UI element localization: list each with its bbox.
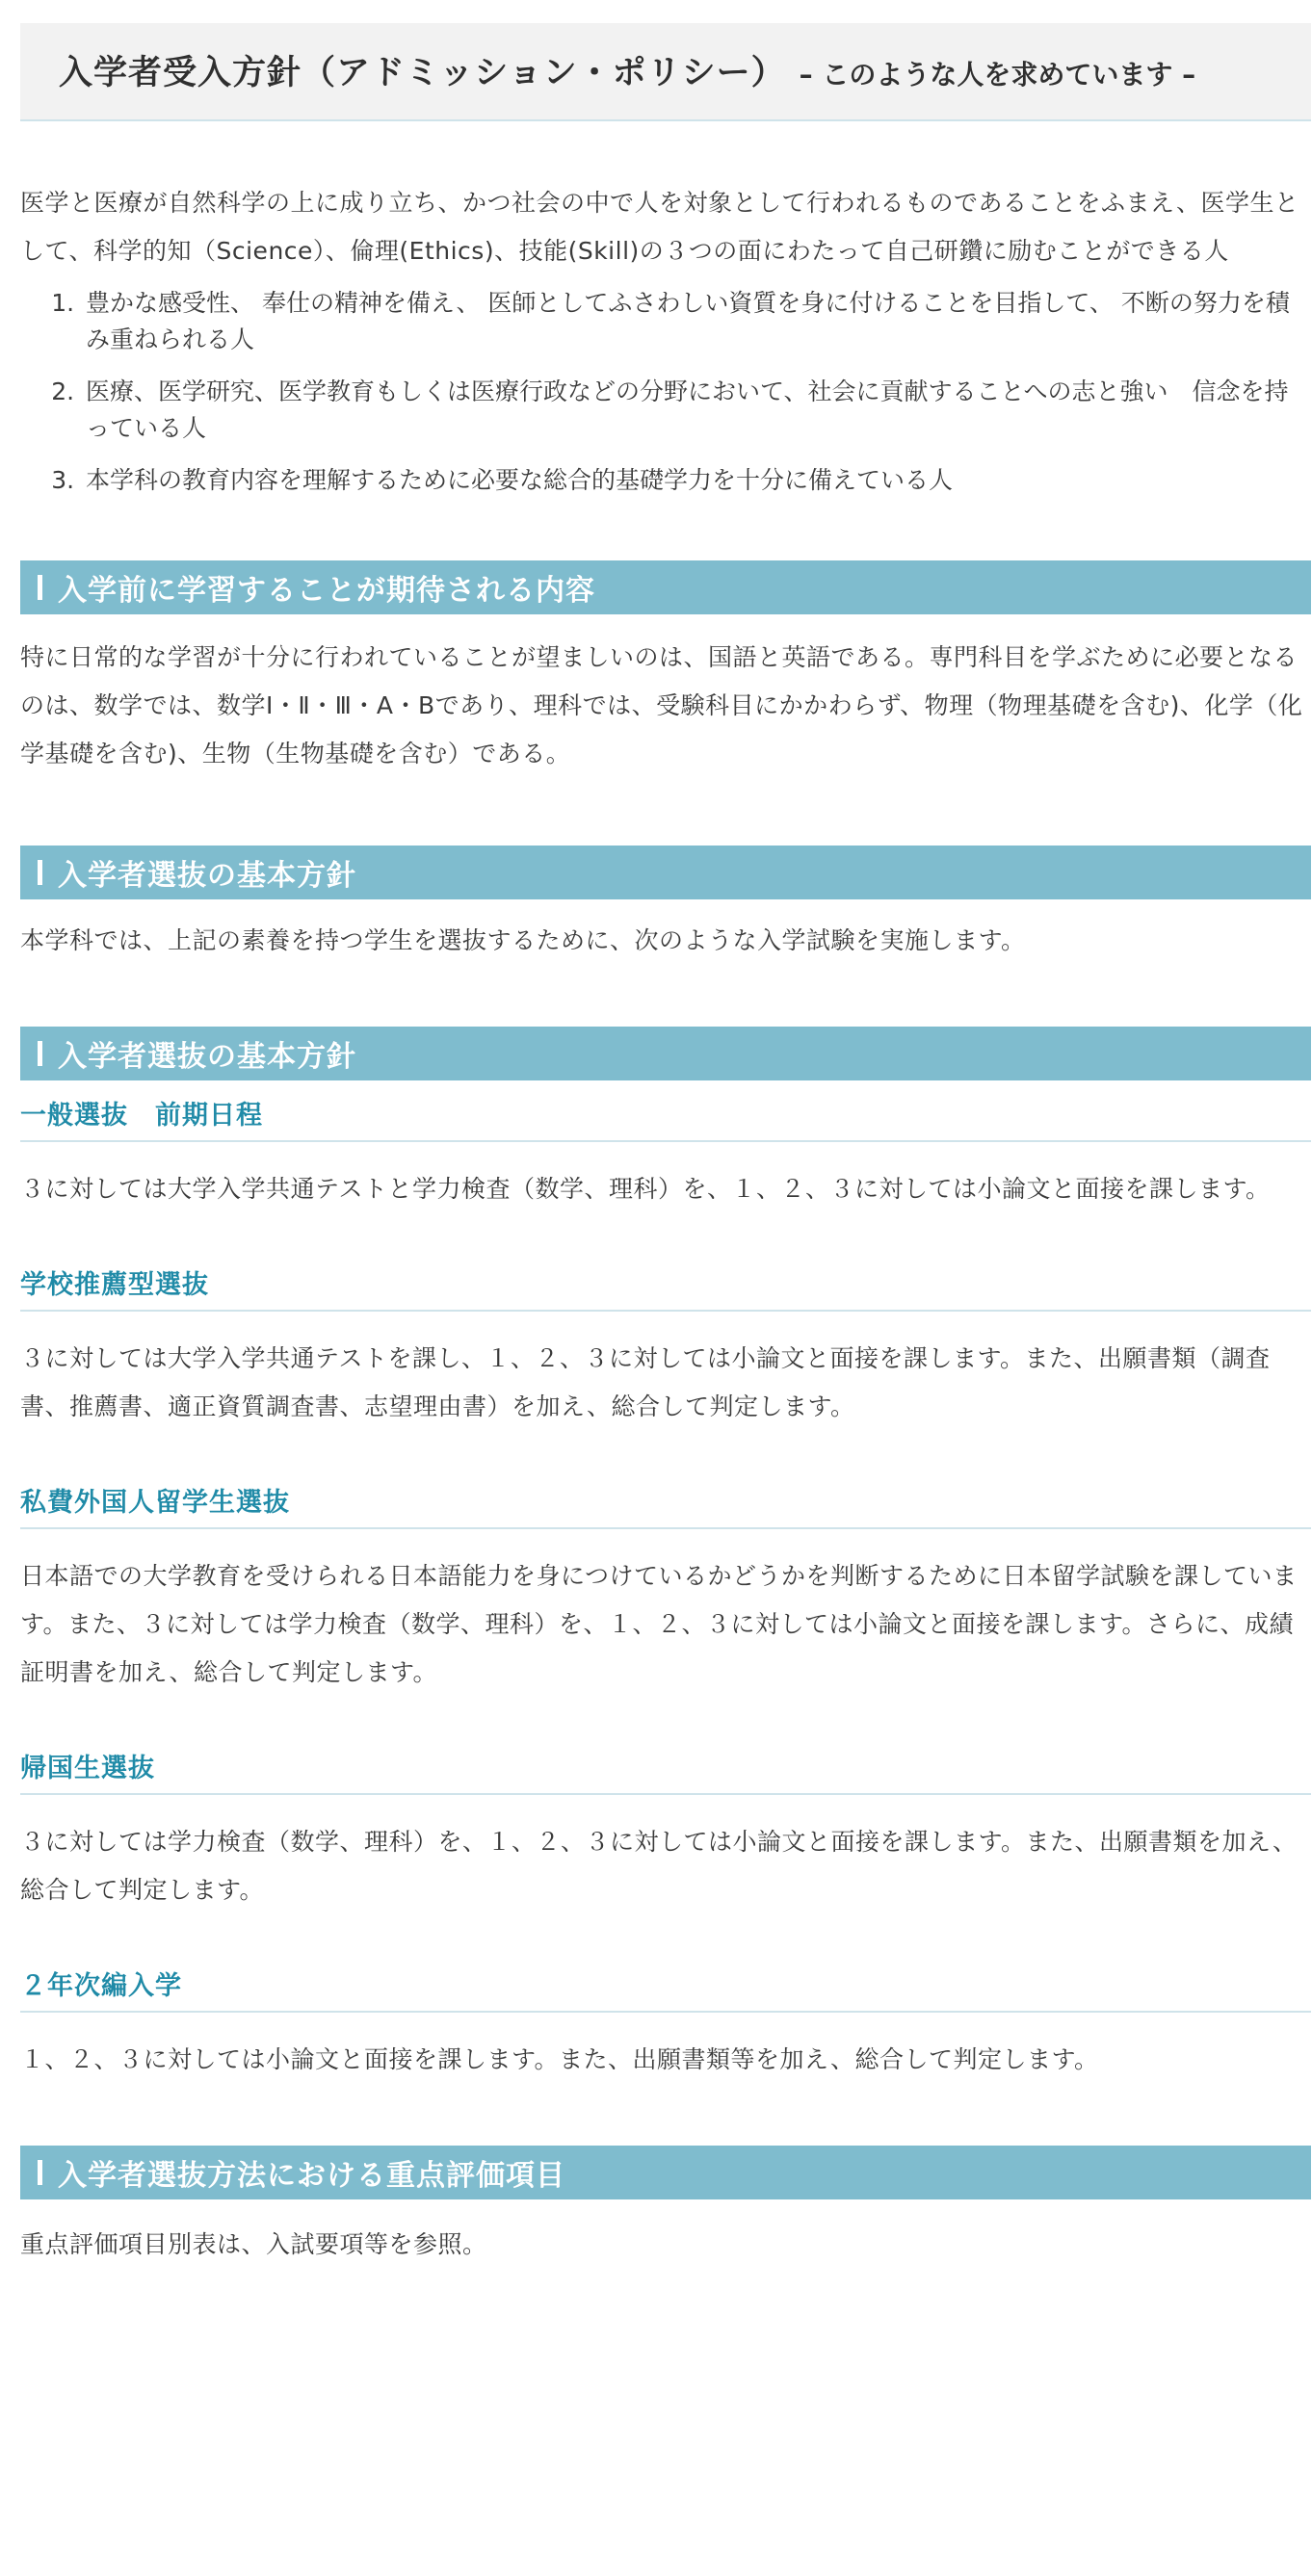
subheading-international-students: 私費外国人留学生選抜	[20, 1479, 1311, 1529]
prior-learning-text: 特に日常的な学習が十分に行われていることが望ましいのは、国語と英語である。専門科目を学ぶために必要となるのは、数学では、数学Ⅰ・Ⅱ・Ⅲ・A・Bであり、理科では、受験科目にかかわらず、物理（物理基礎を含む)、化学（化学基礎を含む)、生物（生物基礎を含む）である。	[20, 643, 1303, 768]
section-heading-text: 入学者選抜の基本方針	[58, 859, 356, 893]
general-selection-text: ３に対しては大学入学共通テストと学力検査（数学、理科）を、１、２、３に対しては小論文と面接を課します。	[20, 1175, 1271, 1203]
subheading-second-year-transfer: ２年次編入学	[20, 1963, 1311, 2013]
heading-bar-icon	[38, 860, 42, 885]
page-content	[20, 23, 1311, 2269]
section-heading-basic-policy-2	[20, 1027, 1311, 1080]
section-heading-basic-policy	[20, 846, 1311, 899]
policy-list	[20, 285, 1311, 499]
policy-item: 2. 医療、医学研究、医学教育もしくは医療行政などの分野において、社会に貢献することへの志と強い 信念を持っている人	[82, 374, 1311, 447]
page-subtitle: – このような人を求めています –	[799, 59, 1196, 91]
section-heading-text: 入学者選抜方法における重点評価項目	[58, 2159, 565, 2193]
policy-intro: 医学と医療が自然科学の上に成り立ち、かつ社会の中で人を対象として行われるものであることをふまえ、医学生として、科学的知（Science）、倫理(Ethics)、技能(Skill)の３つの面にわたって自己研鑽に励むことができる人	[20, 189, 1299, 265]
second-year-transfer-text: １、２、３に対しては小論文と面接を課します。また、出願書類等を加え、総合して判定します。	[20, 2045, 1099, 2073]
international-students-text: 日本語での大学教育を受けられる日本語能力を身につけているかどうかを判断するために日本留学試験を課しています。また、３に対しては学力検査（数学、理科）を、１、２、３に対しては小論文と面接を課します。さらに、成績証明書を加え、総合して判定します。	[20, 1562, 1298, 1686]
subheading-school-recommendation: 学校推薦型選抜	[20, 1262, 1311, 1312]
school-recommendation-text: ３に対しては大学入学共通テストを課し、１、２、３に対しては小論文と面接を課します。また、出願書類（調査書、推薦書、適正資質調査書、志望理由書）を加え、総合して判定します。	[20, 1344, 1271, 1420]
policy-item: 3. 本学科の教育内容を理解するために必要な総合的基礎学力を十分に備えている人	[82, 462, 1311, 499]
page-title: 入学者受入方針（アドミッション・ポリシー）	[59, 54, 786, 92]
section-heading-text: 入学前に学習することが期待される内容	[58, 574, 595, 608]
page-header	[20, 23, 1311, 121]
heading-bar-icon	[38, 2160, 42, 2185]
subheading-returnee-selection: 帰国生選抜	[20, 1745, 1311, 1795]
heading-bar-icon	[38, 1041, 42, 1066]
policy-item: 1. 豊かな感受性、 奉仕の精神を備え、 医師としてふさわしい資質を身に付けることを目指して、 不断の努力を積み重ねられる人	[82, 285, 1311, 358]
basic-policy-text: 本学科では、上記の素養を持つ学生を選抜するために、次のような入学試験を実施します。	[20, 926, 1026, 954]
section-heading-prior-learning	[20, 560, 1311, 614]
heading-bar-icon	[38, 575, 42, 600]
section-heading-evaluation	[20, 2146, 1311, 2199]
returnee-selection-text: ３に対しては学力検査（数学、理科）を、１、２、３に対しては小論文と面接を課します。また、出願書類を加え、総合して判定します。	[20, 1828, 1298, 1904]
subheading-general-selection: 一般選抜 前期日程	[20, 1092, 1311, 1142]
evaluation-text: 重点評価項目別表は、入試要項等を参照。	[20, 2230, 487, 2258]
section-heading-text: 入学者選抜の基本方針	[58, 1040, 356, 1074]
